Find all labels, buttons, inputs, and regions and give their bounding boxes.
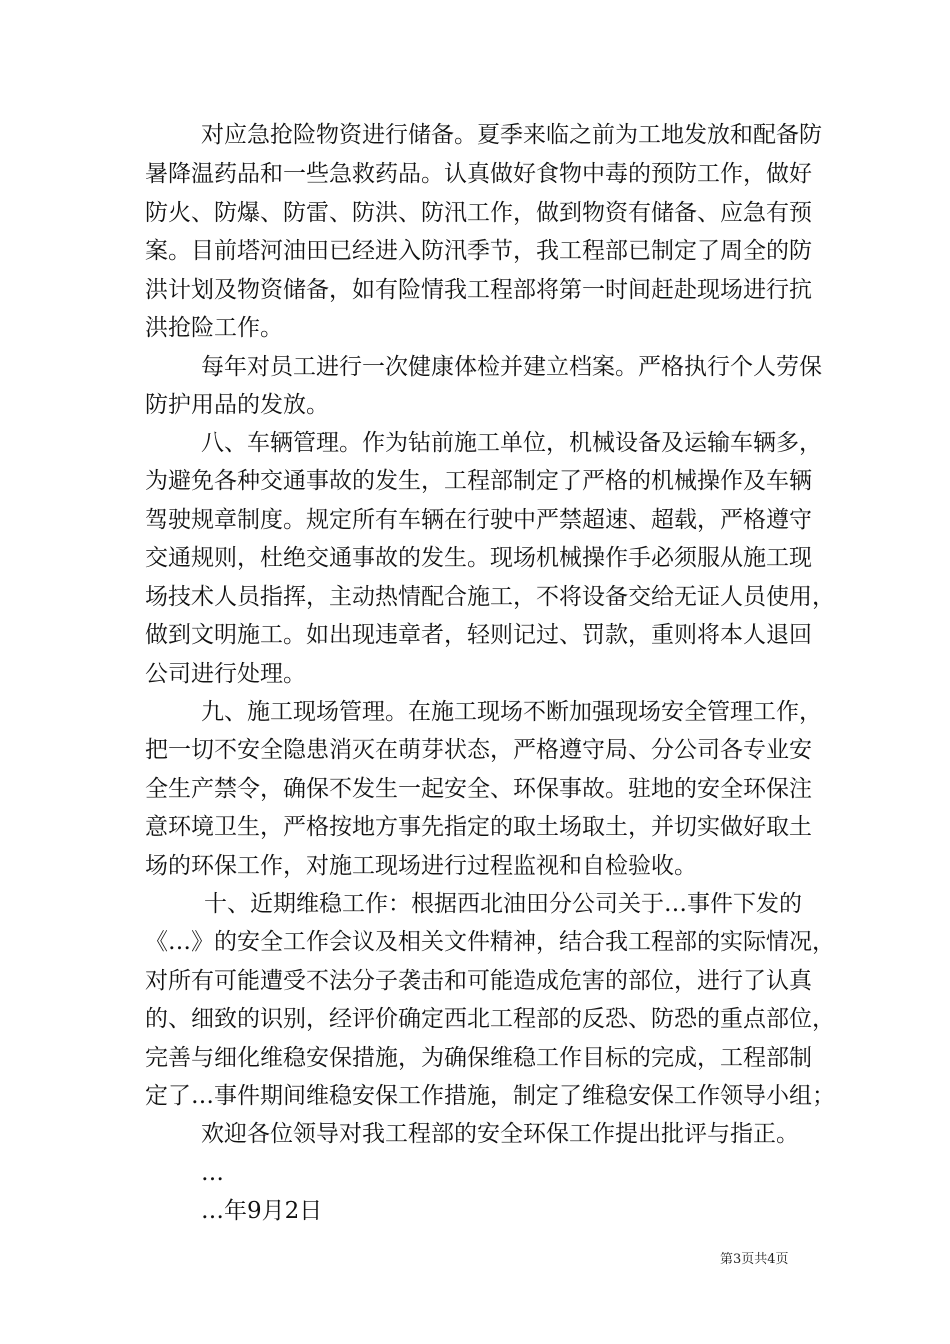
text-line: 防火、防爆、防雷、防洪、防汛工作，做到物资有储备、应急有预 [145,200,812,226]
text-line: 场的环保工作，对施工现场进行过程监视和自检验收。 [145,853,697,879]
text-line: 九、施工现场管理。在施工现场不断加强现场安全管理工作， [201,699,822,725]
date-line: …年9月2日 [201,1198,323,1224]
text-line: 案。目前塔河油田已经进入防汛季节，我工程部已制定了周全的防 [145,238,812,264]
text-line: 《…》的安全工作会议及相关文件精神，结合我工程部的实际情况， [145,929,835,955]
text-line: 暑降温药品和一些急救药品。认真做好食物中毒的预防工作，做好 [145,161,812,187]
page-number-footer: 第3页共4页 [720,1252,789,1267]
text-line: 完善与细化维稳安保措施，为确保维稳工作目标的完成，工程部制 [145,1045,812,1071]
text-line: 洪抢险工作。 [145,315,283,341]
text-line: 意环境卫生，严格按地方事先指定的取土场取土，并切实做好取土 [145,814,812,840]
text-line: 驾驶规章制度。规定所有车辆在行驶中严禁超速、超载，严格遵守 [145,507,812,533]
text-line: 的、细致的识别，经评价确定西北工程部的反恐、防恐的重点部位， [145,1006,835,1032]
text-line: 洪计划及物资储备，如有险情我工程部将第一时间赶赴现场进行抗 [145,277,812,303]
text-line: 对所有可能遭受不法分子袭击和可能造成危害的部位，进行了认真 [145,968,812,994]
text-line: 每年对员工进行一次健康体检并建立档案。严格执行个人劳保 [201,354,822,380]
signature-ellipsis: … [201,1160,224,1186]
text-line: 为避免各种交通事故的发生，工程部制定了严格的机械操作及车辆 [145,468,812,494]
text-line: 做到文明施工。如出现违章者，轻则记过、罚款，重则将本人退回 [145,622,812,648]
text-line: 十、近期维稳工作：根据西北油田分公司关于…事件下发的 [204,891,802,917]
text-line: 公司进行处理。 [145,661,306,687]
text-line: 把一切不安全隐患消灭在萌芽状态，严格遵守局、分公司各专业安 [145,737,812,763]
text-line: 交通规则，杜绝交通事故的发生。现场机械操作手必须服从施工现 [145,545,812,571]
text-line: 八、车辆管理。作为钻前施工单位，机械设备及运输车辆多， [201,430,822,456]
text-line: 场技术人员指挥，主动热情配合施工，不将设备交给无证人员使用， [145,584,835,610]
text-line: 防护用品的发放。 [145,392,329,418]
text-line: 对应急抢险物资进行储备。夏季来临之前为工地发放和配备防 [201,122,822,148]
text-line: 欢迎各位领导对我工程部的安全环保工作提出批评与指正。 [201,1121,799,1147]
text-line: 定了…事件期间维稳安保工作措施，制定了维稳安保工作领导小组； [145,1083,835,1109]
text-line: 全生产禁令，确保不发生一起安全、环保事故。驻地的安全环保注 [145,776,812,802]
